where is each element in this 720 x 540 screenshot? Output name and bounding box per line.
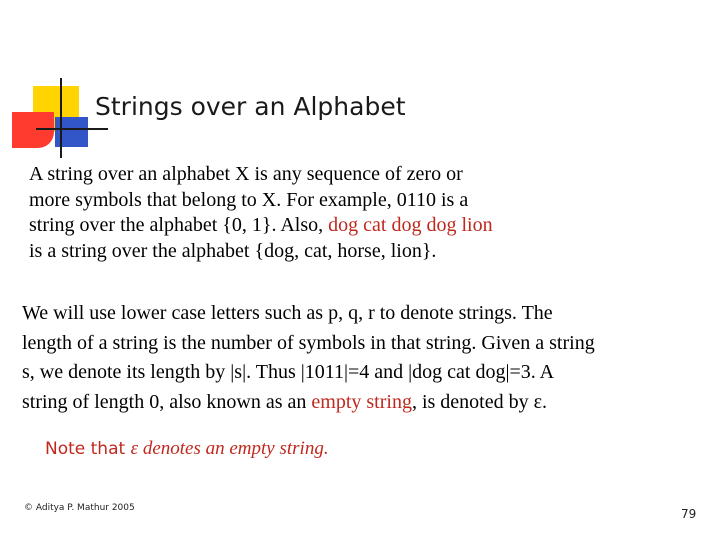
paragraph-notation bbox=[22, 299, 712, 417]
logo-horizontal-line bbox=[36, 128, 108, 130]
logo-vertical-line bbox=[60, 78, 62, 158]
para2-text: string of length 0, also known as an bbox=[22, 390, 312, 413]
empty-string-highlight: empty string bbox=[311, 390, 412, 413]
para2-line: length of a string is the number of symbols in that string. Given a string bbox=[22, 331, 595, 354]
page-number: 79 bbox=[681, 507, 697, 521]
para1-line bbox=[29, 213, 609, 239]
para1-line: is a string over the alphabet {dog, cat, horse, lion}. bbox=[29, 239, 437, 262]
paragraph-definition bbox=[29, 162, 609, 264]
example-string-highlight: dog cat dog dog lion bbox=[328, 214, 493, 236]
slide-title: Strings over an Alphabet bbox=[95, 92, 406, 121]
para2-line: We will use lower case letters such as p, q, r to denote strings. The bbox=[22, 302, 553, 324]
copyright-footer: © Aditya P. Mathur 2005 bbox=[24, 503, 135, 513]
para1-text: string over the alphabet {0, 1}. Also, bbox=[29, 214, 329, 236]
para2-text: , is denoted by ε. bbox=[411, 390, 548, 413]
note-line bbox=[45, 438, 329, 460]
note-body: ε denotes an empty string. bbox=[130, 438, 329, 459]
para2-line: s, we denote its length by |s|. Thus |1011|=4 and |dog cat dog|=3. A bbox=[22, 361, 555, 383]
para1-line: A string over an alphabet X is any sequence of zero or bbox=[29, 163, 463, 185]
para1-line: more symbols that belong to X. For example, 0110 is a bbox=[29, 188, 469, 211]
note-prefix: Note that bbox=[45, 439, 131, 459]
slide-logo-icon bbox=[0, 0, 110, 170]
logo-red-shape bbox=[12, 112, 54, 148]
para2-line bbox=[22, 388, 712, 418]
